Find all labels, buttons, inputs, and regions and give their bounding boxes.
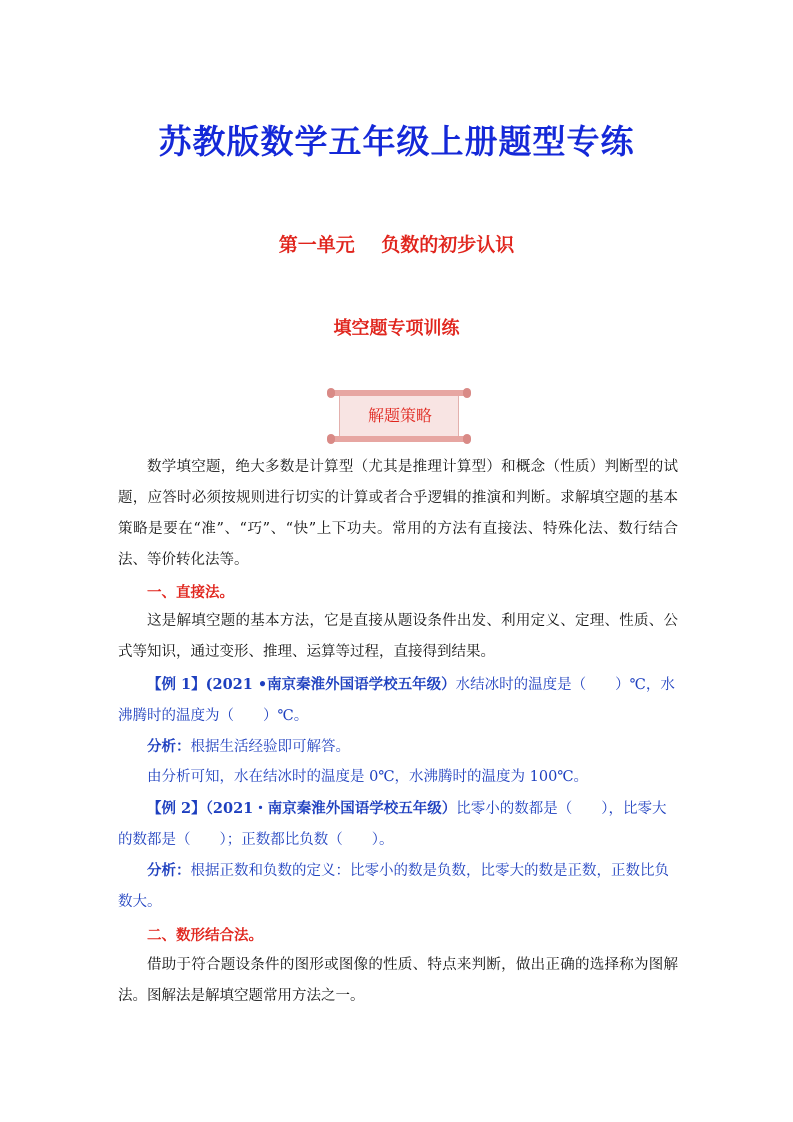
example1-tag: 【例 1】(2021 •南京秦淮外国语学校五年级） [147,676,456,693]
method2-heading: 二、数形结合法。 [147,928,263,944]
example2-analysis-label: 分析： [147,862,191,879]
example1-analysis [118,731,678,763]
section-title: 填空题专项训练 [333,318,460,339]
example1-question: 水结冰时的温度是（ ）℃，水沸腾时的温度为（ ）℃。 [118,677,675,724]
strategy-scroll-banner [331,390,467,442]
example2-question: 比零小的数都是（ ），比零大的数都是（ ）；正数都比负数（ ）。 [118,801,667,848]
method2-paragraph: 借助于符合题设条件的图形或图像的性质、特点来判断，做出正确的选择称为图解法。图解法是解填空题常用方法之一。 [118,957,678,1004]
unit-title: 第一单元 负数的初步认识 [278,234,515,256]
intro-paragraph: 数学填空题，绝大多数是计算型（尤其是推理计算型）和概念（性质）判断型的试题，应答时必须按规则进行切实的计算或者合乎逻辑的推演和判断。求解填空题的基本策略是要在“准”、“巧”、“快”上下功夫。常用的方法有直接法、特殊化法、数行结合法、等价转化法等。 [118,459,678,568]
scroll-rod-bottom [331,436,467,442]
example1-analysis-text: 根据生活经验即可解答。 [190,739,350,755]
method1-heading: 一、直接法。 [147,585,234,601]
main-title: 苏教版数学五年级上册题型专练 [158,122,635,161]
strategy-badge-label: 解题策略 [367,406,432,425]
scroll-body [339,396,459,436]
example2-analysis-text: 根据正数和负数的定义：比零小的数是负数，比零大的数是正数，正数比负数大。 [118,863,669,910]
method1-paragraph: 这是解填空题的基本方法，它是直接从题设条件出发、利用定义、定理、性质、公式等知识，通过变形、推理、运算等过程，直接得到结果。 [118,613,678,660]
example1-analysis-label: 分析： [147,738,191,755]
example1-conclusion: 由分析可知，水在结冰时的温度是 0℃，水沸腾时的温度为 100℃。 [147,769,589,785]
example2-analysis [118,855,678,918]
example1 [118,669,678,732]
example2 [118,793,678,856]
example2-tag: 【例 2】（2021・南京秦淮外国语学校五年级） [147,800,457,817]
